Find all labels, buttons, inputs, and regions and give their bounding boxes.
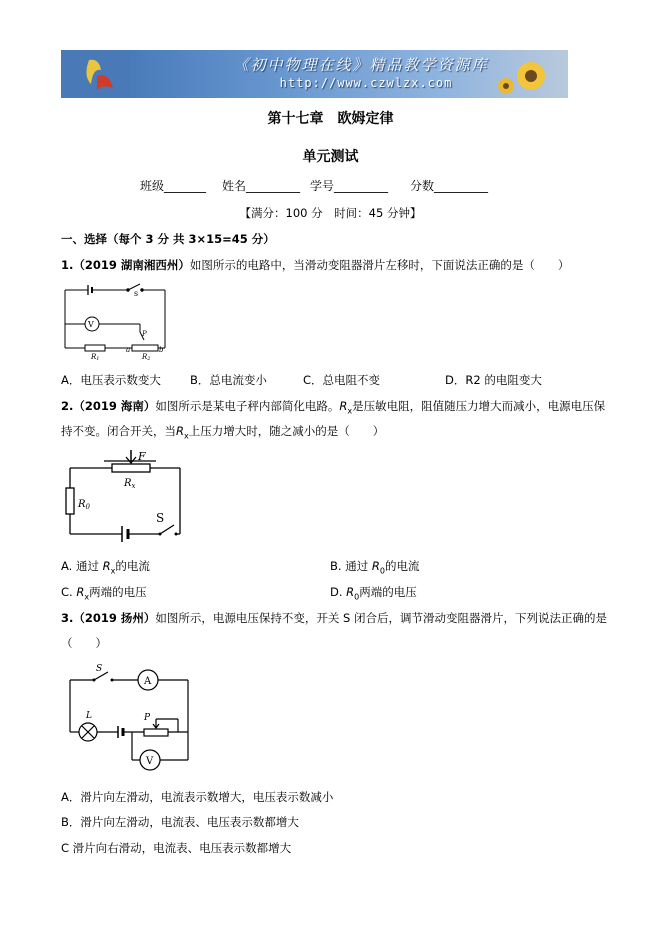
q2-option-a: A. 通过 $R_x$的电流: [61, 559, 150, 576]
header-banner: [61, 50, 568, 98]
question-text-cont: 是压敏电阻，阻值随压力增大而减小，电源电压保: [352, 399, 606, 413]
question-source: （2019 湖南湘西州）: [73, 258, 190, 272]
switch-label: S: [156, 511, 165, 525]
student-id-field: 学号_________: [310, 179, 389, 193]
slider-label: P: [142, 330, 147, 338]
question-text: 持不变。闭合开关，当: [61, 424, 176, 438]
question-number: 2.: [61, 399, 74, 413]
chapter-title: 第十七章 欧姆定律: [267, 111, 394, 127]
r0-diagram-label: $R_0$: [78, 499, 90, 511]
class-field: 班级_______: [140, 179, 207, 193]
q2-option-b: B. 通过 $R_0$的电流: [330, 559, 420, 576]
question-1: [61, 258, 569, 272]
r2-label: R2: [142, 353, 151, 362]
question-text-cont: 上压力增大时，随之减小的是（ ）: [188, 424, 385, 438]
banner-title: 《初中物理在线》精品教学资源库: [233, 56, 489, 74]
q3-option-b: B．滑片向左滑动，电流表、电压表示数都增大: [61, 815, 299, 829]
voltmeter-label: V: [88, 320, 94, 329]
q1-option-b: B．总电流变小: [190, 373, 267, 387]
question-number: 1.: [61, 258, 74, 272]
question-source: （2019 扬州）: [73, 611, 156, 625]
terminal-b-label: b: [159, 346, 164, 354]
rx-sub: x: [347, 406, 353, 416]
rx-var: R: [339, 399, 348, 413]
q1-option-a: A．电压表示数变大: [61, 373, 161, 387]
question-number: 3.: [61, 611, 74, 625]
slider-label: P: [144, 713, 151, 723]
page-subtitle: 单元测试: [302, 149, 359, 165]
q1-option-d: D．R2 的电阻变大: [445, 373, 542, 387]
name-field: 姓名_________: [222, 179, 301, 193]
q3-option-c: C 滑片向右滑动，电流表、电压表示数都增大: [61, 841, 292, 855]
question-text: 如图所示是某电子秤内部简化电路。: [155, 399, 340, 413]
rx-var: R: [176, 424, 184, 438]
force-label: F: [138, 450, 146, 463]
q2-option-d: D. $R_0$两端的电压: [330, 585, 417, 602]
switch-label: s: [134, 289, 139, 298]
question-3-line2: （ ）: [61, 636, 107, 650]
voltmeter-label: V: [146, 756, 154, 767]
lamp-label: L: [86, 711, 92, 721]
ammeter-label: A: [144, 676, 152, 687]
terminal-a-label: a: [126, 346, 131, 354]
section-heading: 一、选择（每个 3 分 共 3×15=45 分）: [61, 232, 275, 246]
question-2: [61, 399, 605, 418]
q2-option-c: C. $R_x$两端的电压: [61, 585, 147, 602]
banner-url: http://www.czwlzx.com: [279, 76, 453, 90]
question-3: [61, 611, 607, 625]
q3-circuit-diagram: [60, 660, 200, 775]
switch-label: S: [96, 664, 103, 674]
rx-diagram-label: $R_x$: [124, 478, 136, 490]
question-source: （2019 海南）: [73, 399, 156, 413]
q1-circuit-diagram: [60, 280, 175, 362]
exam-info: 【满分：100 分 时间：45 分钟】: [239, 206, 422, 220]
q2-circuit-diagram: [60, 448, 190, 548]
question-text: 如图所示的电路中，当滑动变阻器滑片左移时，下面说法正确的是（ ）: [189, 258, 570, 272]
question-text: 如图所示，电源电压保持不变，开关 S 闭合后，调节滑动变阻器滑片，下列说法正确的是: [155, 611, 607, 625]
q3-option-a: A．滑片向左滑动，电流表示数增大，电压表示数减小: [61, 790, 334, 804]
q1-option-c: C．总电阻不变: [303, 373, 381, 387]
rx-sub: x: [184, 431, 189, 441]
r1-label: R1: [91, 353, 100, 362]
question-2-line2: [61, 424, 384, 443]
score-field: 分数_________: [410, 179, 489, 193]
